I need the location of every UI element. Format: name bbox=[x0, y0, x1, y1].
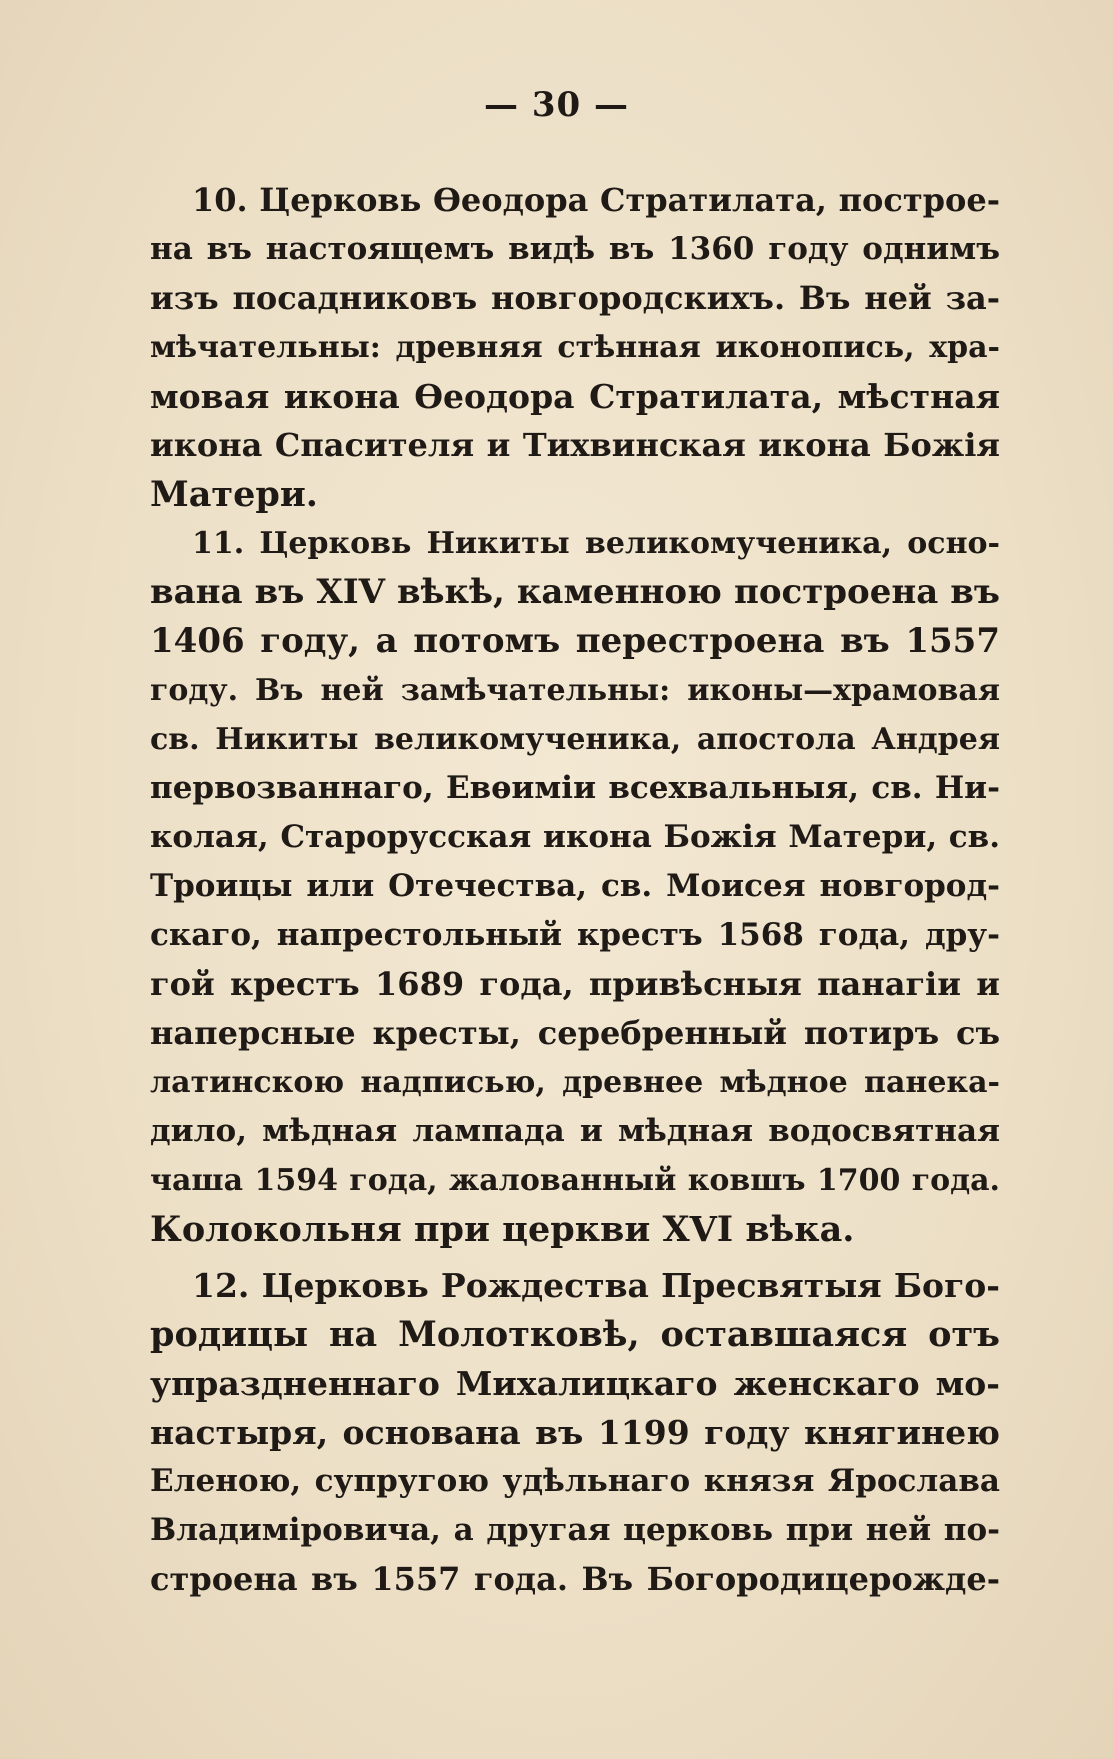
text-line: на въ настоящемъ видѣ въ 1360 году однимъ bbox=[150, 231, 1000, 267]
text-line: Владиміровича, а другая церковь при ней по- bbox=[150, 1512, 1000, 1548]
text-line: Троицы или Отечества, св. Моисея новгород- bbox=[150, 868, 1000, 904]
text-line: родицы на Молотковѣ, оставшаяся отъ bbox=[150, 1314, 1000, 1355]
text-line: 12. Церковь Рождества Пресвятыя Бого- bbox=[192, 1266, 1000, 1305]
text-line: Колокольня при церкви XVI вѣка. bbox=[150, 1209, 855, 1250]
text-line: строена въ 1557 года. Въ Богородицерожде- bbox=[150, 1560, 1000, 1598]
text-line: 1406 году, а потомъ перестроена въ 1557 bbox=[150, 621, 1000, 661]
text-line: мѣчательны: древняя стѣнная иконопись, хра- bbox=[150, 330, 1000, 365]
text-line: году. Въ ней замѣчательны: иконы—храмовая bbox=[150, 673, 1000, 708]
text-line: мовая икона Ѳеодора Стратилата, мѣстная bbox=[150, 377, 1000, 416]
text-line: колая, Старорусская икона Божія Матери, св. bbox=[150, 819, 1000, 855]
paragraph-12 bbox=[150, 1261, 1000, 1604]
text-body bbox=[150, 176, 1000, 1604]
text-line: 10. Церковь Ѳеодора Стратилата, построе- bbox=[192, 181, 1000, 219]
text-line: вана въ XIV вѣкѣ, каменною построена въ bbox=[150, 572, 1000, 612]
text-line: чаша 1594 года, жалованный ковшъ 1700 года. bbox=[150, 1163, 1000, 1198]
text-line: 11. Церковь Никиты великомученика, осно- bbox=[192, 526, 1000, 561]
text-line: первозваннаго, Евѳиміи всехвальныя, св. Ни- bbox=[150, 770, 1000, 806]
text-line: св. Никиты великомученика, апостола Андрея bbox=[150, 722, 1000, 757]
text-line: Матери. bbox=[150, 474, 318, 515]
text-line: латинскою надписью, древнее мѣдное панека- bbox=[150, 1065, 1000, 1100]
text-line: икона Спасителя и Тихвинская икона Божія bbox=[150, 426, 1000, 464]
text-line: изъ посадниковъ новгородскихъ. Въ ней за- bbox=[150, 279, 1000, 317]
text-line: гой крестъ 1689 года, привѣсныя панагіи и bbox=[150, 965, 1000, 1003]
text-line: упраздненнаго Михалицкаго женскаго мо- bbox=[150, 1364, 1000, 1403]
page-number: — 30 — bbox=[484, 85, 629, 125]
paragraph-gap bbox=[150, 1254, 1000, 1261]
text-line: наперсные кресты, серебренный потиръ съ bbox=[150, 1014, 1000, 1052]
text-line: дило, мѣдная лампада и мѣдная водосвятная bbox=[150, 1113, 1000, 1149]
text-line: Еленою, супругою удѣльнаго князя Ярослава bbox=[150, 1463, 1000, 1499]
text-line: скаго, напрестольный крестъ 1568 года, дру- bbox=[150, 917, 1000, 953]
paragraph-10 bbox=[150, 176, 1000, 519]
paragraph-11 bbox=[150, 519, 1000, 1254]
text-line: настыря, основана въ 1199 году княгинею bbox=[150, 1413, 1000, 1452]
